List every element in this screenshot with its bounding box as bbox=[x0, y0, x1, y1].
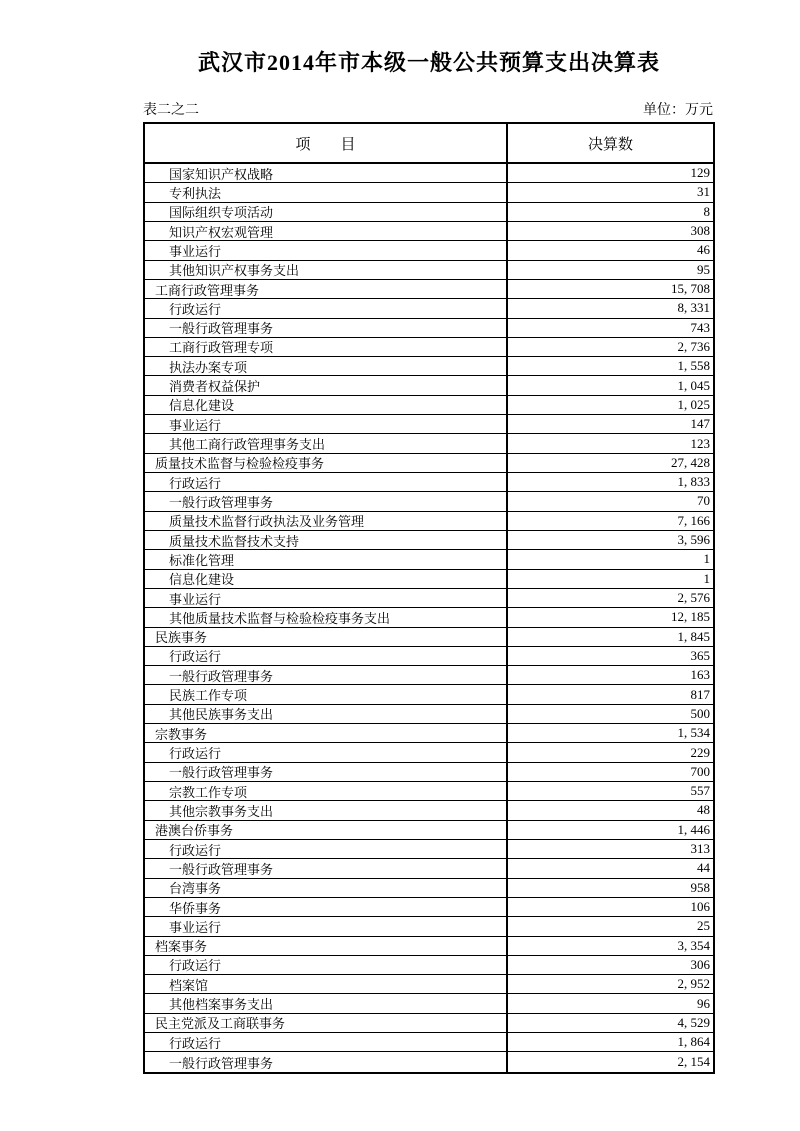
table-row bbox=[145, 782, 713, 801]
table-row bbox=[145, 531, 713, 550]
table-row bbox=[145, 898, 713, 917]
row-item-label: 信息化建设 bbox=[145, 396, 508, 414]
row-final-amount: 163 bbox=[690, 667, 710, 683]
row-item-label: 国际组织专项活动 bbox=[145, 203, 508, 221]
row-final-amount: 1, 833 bbox=[677, 474, 710, 490]
table-row bbox=[145, 879, 713, 898]
row-final-amount: 96 bbox=[697, 995, 710, 1011]
row-item-label: 标准化管理 bbox=[145, 550, 508, 568]
row-item-label: 民族事务 bbox=[145, 628, 508, 646]
table-row bbox=[145, 357, 713, 376]
table-row bbox=[145, 628, 713, 647]
unit-label: 单位：万元 bbox=[643, 103, 713, 118]
row-final-amount: 31 bbox=[697, 184, 710, 200]
table-row bbox=[145, 608, 713, 627]
row-final-amount: 2, 576 bbox=[677, 590, 710, 606]
table-row bbox=[145, 975, 713, 994]
table-row bbox=[145, 724, 713, 743]
row-final-amount: 1 bbox=[703, 551, 710, 567]
row-final-amount: 8, 331 bbox=[677, 300, 710, 316]
table-row bbox=[145, 338, 713, 357]
row-final-amount: 313 bbox=[690, 841, 710, 857]
row-final-amount: 48 bbox=[697, 802, 710, 818]
row-final-amount: 1, 045 bbox=[677, 377, 710, 393]
table-row bbox=[145, 1052, 713, 1071]
row-final-amount: 557 bbox=[690, 783, 710, 799]
table-row bbox=[145, 299, 713, 318]
table-row bbox=[145, 840, 713, 859]
row-final-amount: 3, 596 bbox=[677, 532, 710, 548]
row-item-label: 其他档案事务支出 bbox=[145, 994, 508, 1012]
table-row bbox=[145, 261, 713, 280]
row-final-amount: 12, 185 bbox=[671, 609, 710, 625]
row-final-amount: 147 bbox=[690, 416, 710, 432]
row-item-label: 行政运行 bbox=[145, 840, 508, 858]
page-title: 武汉市2014年市本级一般公共预算支出决算表 bbox=[197, 50, 660, 75]
row-final-amount: 129 bbox=[690, 165, 710, 181]
row-final-amount: 95 bbox=[697, 261, 710, 277]
table-row bbox=[145, 917, 713, 936]
row-item-label: 国家知识产权战略 bbox=[145, 164, 508, 182]
row-item-label: 台湾事务 bbox=[145, 879, 508, 897]
row-item-label: 行政运行 bbox=[145, 473, 508, 491]
table-row bbox=[145, 415, 713, 434]
row-item-label: 行政运行 bbox=[145, 647, 508, 665]
table-body bbox=[145, 164, 713, 1072]
table-row bbox=[145, 821, 713, 840]
row-item-label: 一般行政管理事务 bbox=[145, 1052, 508, 1071]
row-final-amount: 4, 529 bbox=[677, 1014, 710, 1030]
table-row bbox=[145, 570, 713, 589]
row-item-label: 宗教工作专项 bbox=[145, 782, 508, 800]
row-final-amount: 44 bbox=[697, 860, 710, 876]
row-final-amount: 817 bbox=[690, 686, 710, 702]
table-row bbox=[145, 1014, 713, 1033]
table-row bbox=[145, 763, 713, 782]
row-item-label: 事业运行 bbox=[145, 415, 508, 433]
table-row bbox=[145, 956, 713, 975]
row-item-label: 民主党派及工商联事务 bbox=[145, 1014, 508, 1032]
row-item-label: 事业运行 bbox=[145, 917, 508, 935]
row-final-amount: 70 bbox=[697, 493, 710, 509]
row-item-label: 执法办案专项 bbox=[145, 357, 508, 375]
row-item-label: 行政运行 bbox=[145, 1033, 508, 1051]
row-item-label: 一般行政管理事务 bbox=[145, 859, 508, 877]
table-row bbox=[145, 589, 713, 608]
budget-table bbox=[143, 122, 715, 1074]
row-item-label: 消费者权益保护 bbox=[145, 376, 508, 394]
row-final-amount: 365 bbox=[690, 647, 710, 663]
row-final-amount: 123 bbox=[690, 435, 710, 451]
table-row bbox=[145, 376, 713, 395]
row-final-amount: 229 bbox=[690, 744, 710, 760]
row-item-label: 工商行政管理事务 bbox=[145, 280, 508, 298]
row-item-label: 其他质量技术监督与检验检疫事务支出 bbox=[145, 608, 508, 626]
row-final-amount: 958 bbox=[690, 879, 710, 895]
table-row bbox=[145, 473, 713, 492]
table-row bbox=[145, 319, 713, 338]
table-row bbox=[145, 434, 713, 453]
row-item-label: 港澳台侨事务 bbox=[145, 821, 508, 839]
row-item-label: 行政运行 bbox=[145, 743, 508, 761]
row-final-amount: 1, 025 bbox=[677, 396, 710, 412]
row-item-label: 其他工商行政管理事务支出 bbox=[145, 434, 508, 452]
row-final-amount: 2, 736 bbox=[677, 338, 710, 354]
row-item-label: 一般行政管理事务 bbox=[145, 319, 508, 337]
row-final-amount: 743 bbox=[690, 319, 710, 335]
row-final-amount: 2, 952 bbox=[677, 976, 710, 992]
row-item-label: 其他知识产权事务支出 bbox=[145, 261, 508, 279]
table-row bbox=[145, 183, 713, 202]
row-final-amount: 1 bbox=[703, 570, 710, 586]
row-item-label: 宗教事务 bbox=[145, 724, 508, 742]
row-final-amount: 7, 166 bbox=[677, 512, 710, 528]
row-item-label: 工商行政管理专项 bbox=[145, 338, 508, 356]
table-row bbox=[145, 666, 713, 685]
row-final-amount: 15, 708 bbox=[671, 281, 710, 297]
row-final-amount: 106 bbox=[690, 899, 710, 915]
row-item-label: 一般行政管理事务 bbox=[145, 666, 508, 684]
table-row bbox=[145, 937, 713, 956]
row-final-amount: 1, 845 bbox=[677, 628, 710, 644]
table-row bbox=[145, 859, 713, 878]
row-item-label: 质量技术监督与检验检疫事务 bbox=[145, 454, 508, 472]
row-final-amount: 2, 154 bbox=[677, 1054, 710, 1070]
row-final-amount: 8 bbox=[703, 203, 710, 219]
table-row bbox=[145, 396, 713, 415]
row-item-label: 质量技术监督技术支持 bbox=[145, 531, 508, 549]
row-final-amount: 1, 446 bbox=[677, 821, 710, 837]
row-item-label: 民族工作专项 bbox=[145, 685, 508, 703]
column-header-final-amount: 决算数 bbox=[587, 136, 633, 153]
row-final-amount: 3, 354 bbox=[677, 937, 710, 953]
row-item-label: 质量技术监督行政执法及业务管理 bbox=[145, 512, 508, 530]
table-row bbox=[145, 164, 713, 183]
row-final-amount: 1, 534 bbox=[677, 725, 710, 741]
table-row bbox=[145, 743, 713, 762]
row-item-label: 信息化建设 bbox=[145, 570, 508, 588]
row-final-amount: 308 bbox=[690, 223, 710, 239]
row-item-label: 档案事务 bbox=[145, 937, 508, 955]
table-number-label: 表二之二 bbox=[143, 103, 199, 118]
row-item-label: 一般行政管理事务 bbox=[145, 492, 508, 510]
row-item-label: 档案馆 bbox=[145, 975, 508, 993]
table-row bbox=[145, 454, 713, 473]
row-item-label: 专利执法 bbox=[145, 183, 508, 201]
row-final-amount: 306 bbox=[690, 956, 710, 972]
row-final-amount: 27, 428 bbox=[671, 454, 710, 470]
table-row bbox=[145, 492, 713, 511]
table-row bbox=[145, 801, 713, 820]
table-row bbox=[145, 550, 713, 569]
row-item-label: 其他民族事务支出 bbox=[145, 705, 508, 723]
row-final-amount: 46 bbox=[697, 242, 710, 258]
row-final-amount: 500 bbox=[690, 705, 710, 721]
row-final-amount: 700 bbox=[690, 763, 710, 779]
row-item-label: 事业运行 bbox=[145, 241, 508, 259]
row-item-label: 一般行政管理事务 bbox=[145, 763, 508, 781]
row-item-label: 知识产权宏观管理 bbox=[145, 222, 508, 240]
row-final-amount: 1, 864 bbox=[677, 1034, 710, 1050]
row-item-label: 事业运行 bbox=[145, 589, 508, 607]
row-item-label: 行政运行 bbox=[145, 299, 508, 317]
row-item-label: 行政运行 bbox=[145, 956, 508, 974]
table-header-row bbox=[145, 124, 713, 164]
table-row bbox=[145, 203, 713, 222]
column-header-item: 项 目 bbox=[145, 124, 508, 162]
row-final-amount: 1, 558 bbox=[677, 358, 710, 374]
table-row bbox=[145, 1033, 713, 1052]
row-item-label: 华侨事务 bbox=[145, 898, 508, 916]
table-row bbox=[145, 647, 713, 666]
table-row bbox=[145, 685, 713, 704]
table-row bbox=[145, 705, 713, 724]
table-row bbox=[145, 280, 713, 299]
table-row bbox=[145, 222, 713, 241]
table-row bbox=[145, 241, 713, 260]
row-final-amount: 25 bbox=[697, 918, 710, 934]
row-item-label: 其他宗教事务支出 bbox=[145, 801, 508, 819]
table-row bbox=[145, 994, 713, 1013]
table-meta-line bbox=[143, 102, 713, 120]
table-row bbox=[145, 512, 713, 531]
